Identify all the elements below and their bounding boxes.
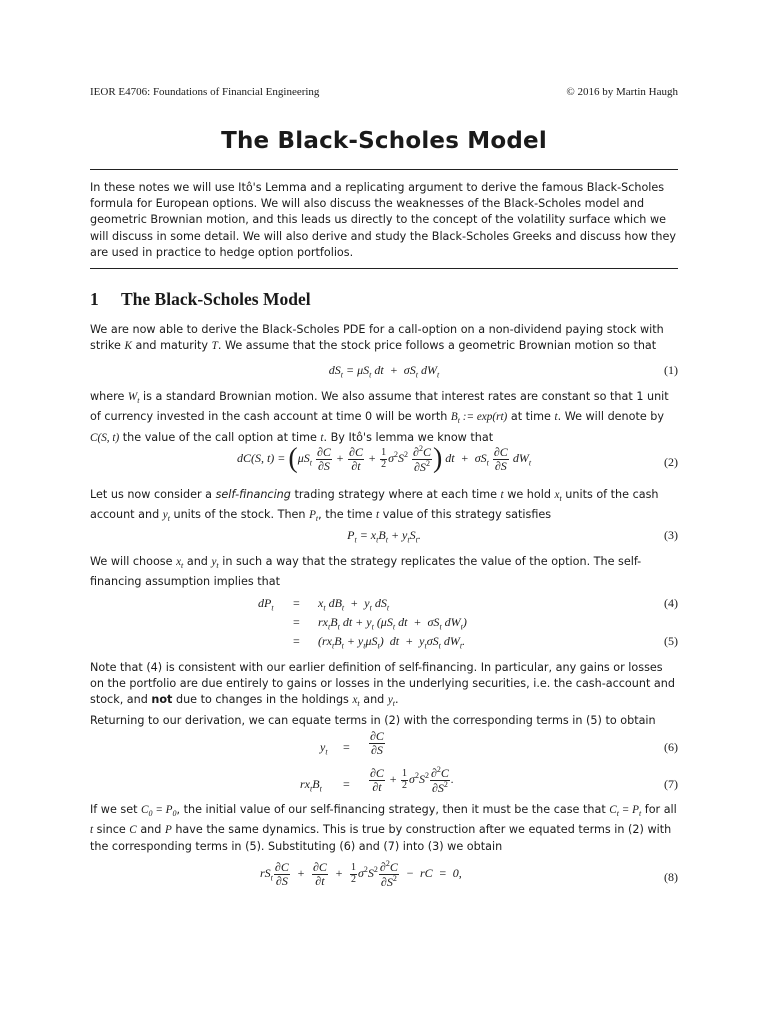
paper-title: The Black-Scholes Model [221, 128, 547, 154]
paragraph-intro: We are now able to derive the Black-Scholes PDE for a call-option on a non-dividend paying stock with strike K and maturity T. We assume that the stock price follows a geometric Brownian motion so that [90, 323, 664, 353]
paragraph-replication: We will choose $x_t$ and $y_t$ in such a way that the strategy replicates the value of the option. The self-financing assumption implies that [90, 555, 642, 589]
paragraph-self-financing: Let us now consider a self-financing trading strategy where at each time t we hold $x_t$ units of the cash account and $y_t$ units of the stock. Then $P_t$, the time t value of this strategy satisfies [90, 488, 659, 524]
equation-2: dC(S, $t) = (\mu S_t$ $\frac{\partial C}{\partial S}$ + $\frac{\partial C}{\partial t}$ + $\frac{1}{2}$ $\sigma^2S^2$ $\frac{\partial^2C}{\partial S^2}$ ) dt + $\sigma S_t$ $\frac{\partial C}{\partial S}$ $dW_t$ (2) [236, 443, 678, 474]
abstract: In these notes we will use Itô's Lemma and a replicating argument to derive the famous Black-Scholes formula for European options. We will also discuss the weaknesses of the Black-Scholes model and geometric Brownian motion, and this leads us directly to the concept of the volatility surface which we will discuss in some detail. We will also derive and study the Black-Scholes Greeks and discuss how they are used in practice to hedge option portfolios. [90, 181, 677, 259]
page-header [90, 86, 678, 98]
paragraph-substitution: If we set $C_0 = P_0$, the initial value of our self-financing strategy, then it must be the case that $C_t = P_t$ for all t since C and P have the same dynamics. This is true by construction after we equated terms in (2) with the corresponding terms in (5). Substituting (6) and (7) into (3) we obtain [90, 803, 677, 853]
paragraph-consistency: Note that (4) is consistent with our earlier definition of self-financing. In particular, any gains or losses on the portfolio are due entirely to gains or losses in the underlying securities, i.e. the cash-account and stock, and not due to changes in the holdings $x_t$ and $y_t$. Returning to our derivation, we can equate terms in (2) with the corresponding terms in (5) to obtain [90, 661, 675, 727]
section-title: The Black-Scholes Model [121, 289, 311, 309]
equation-array-6-7: $y_t$ = $\frac{\partial C}{\partial S}$ (6) $rx_tB_t$ = $\frac{\partial C}{\partial t}$ + $\frac{1}{2}$ $\sigma^2S^2$ $\frac{\partial^2C}{\partial S^2}$ . (7) [300, 729, 678, 795]
title-rule-top [90, 169, 678, 170]
equation-number: (1) [664, 363, 678, 377]
section-number: 1 [90, 289, 99, 309]
equation-number: (2) [664, 455, 678, 469]
equation-number: (6) [664, 740, 678, 754]
equation-number: (3) [664, 528, 678, 542]
equation-number: (4) [664, 596, 678, 610]
equation-number: (5) [664, 634, 678, 648]
section-heading [90, 289, 311, 310]
copyright-notice: © 2016 by Martin Haugh [566, 86, 678, 98]
equation-array-4-5: $dP_t$ = $x_t$ $dB_t + y_t$ $dS_t$ (4) = $rx_tB_t$ dt + $y_t$ ($\mu S_t$ dt + $\sigma S_t$ $dW_t$) = $(rx_tB_t + y_t\mu S_t)$ dt + $y_t\sigma S_t$ $dW_t$. (5) [258, 596, 678, 651]
equation-number: (7) [664, 777, 678, 791]
paragraph-brownian: where $W_t$ is a standard Brownian motion. We also assume that interest rates are constant so that 1 unit of currency invested in the cash account at time 0 will be worth $B_t$ := exp(rt) at time t. We will denote by C(S, t) the value of the call option at time t. By Itô's lemma we know that [90, 390, 669, 444]
equation-number: (8) [664, 870, 678, 884]
course-name: IEOR E4706: Foundations of Financial Engineering [90, 86, 320, 98]
abstract-rule-bottom [90, 268, 678, 269]
equation-8: $rS_t$ $\frac{\partial C}{\partial S}$ + $\frac{\partial C}{\partial t}$ + $\frac{1}{2}$ $\sigma^2S^2$ $\frac{\partial^2C}{\partial S^2}$ − rC = 0, (8) [260, 859, 678, 889]
